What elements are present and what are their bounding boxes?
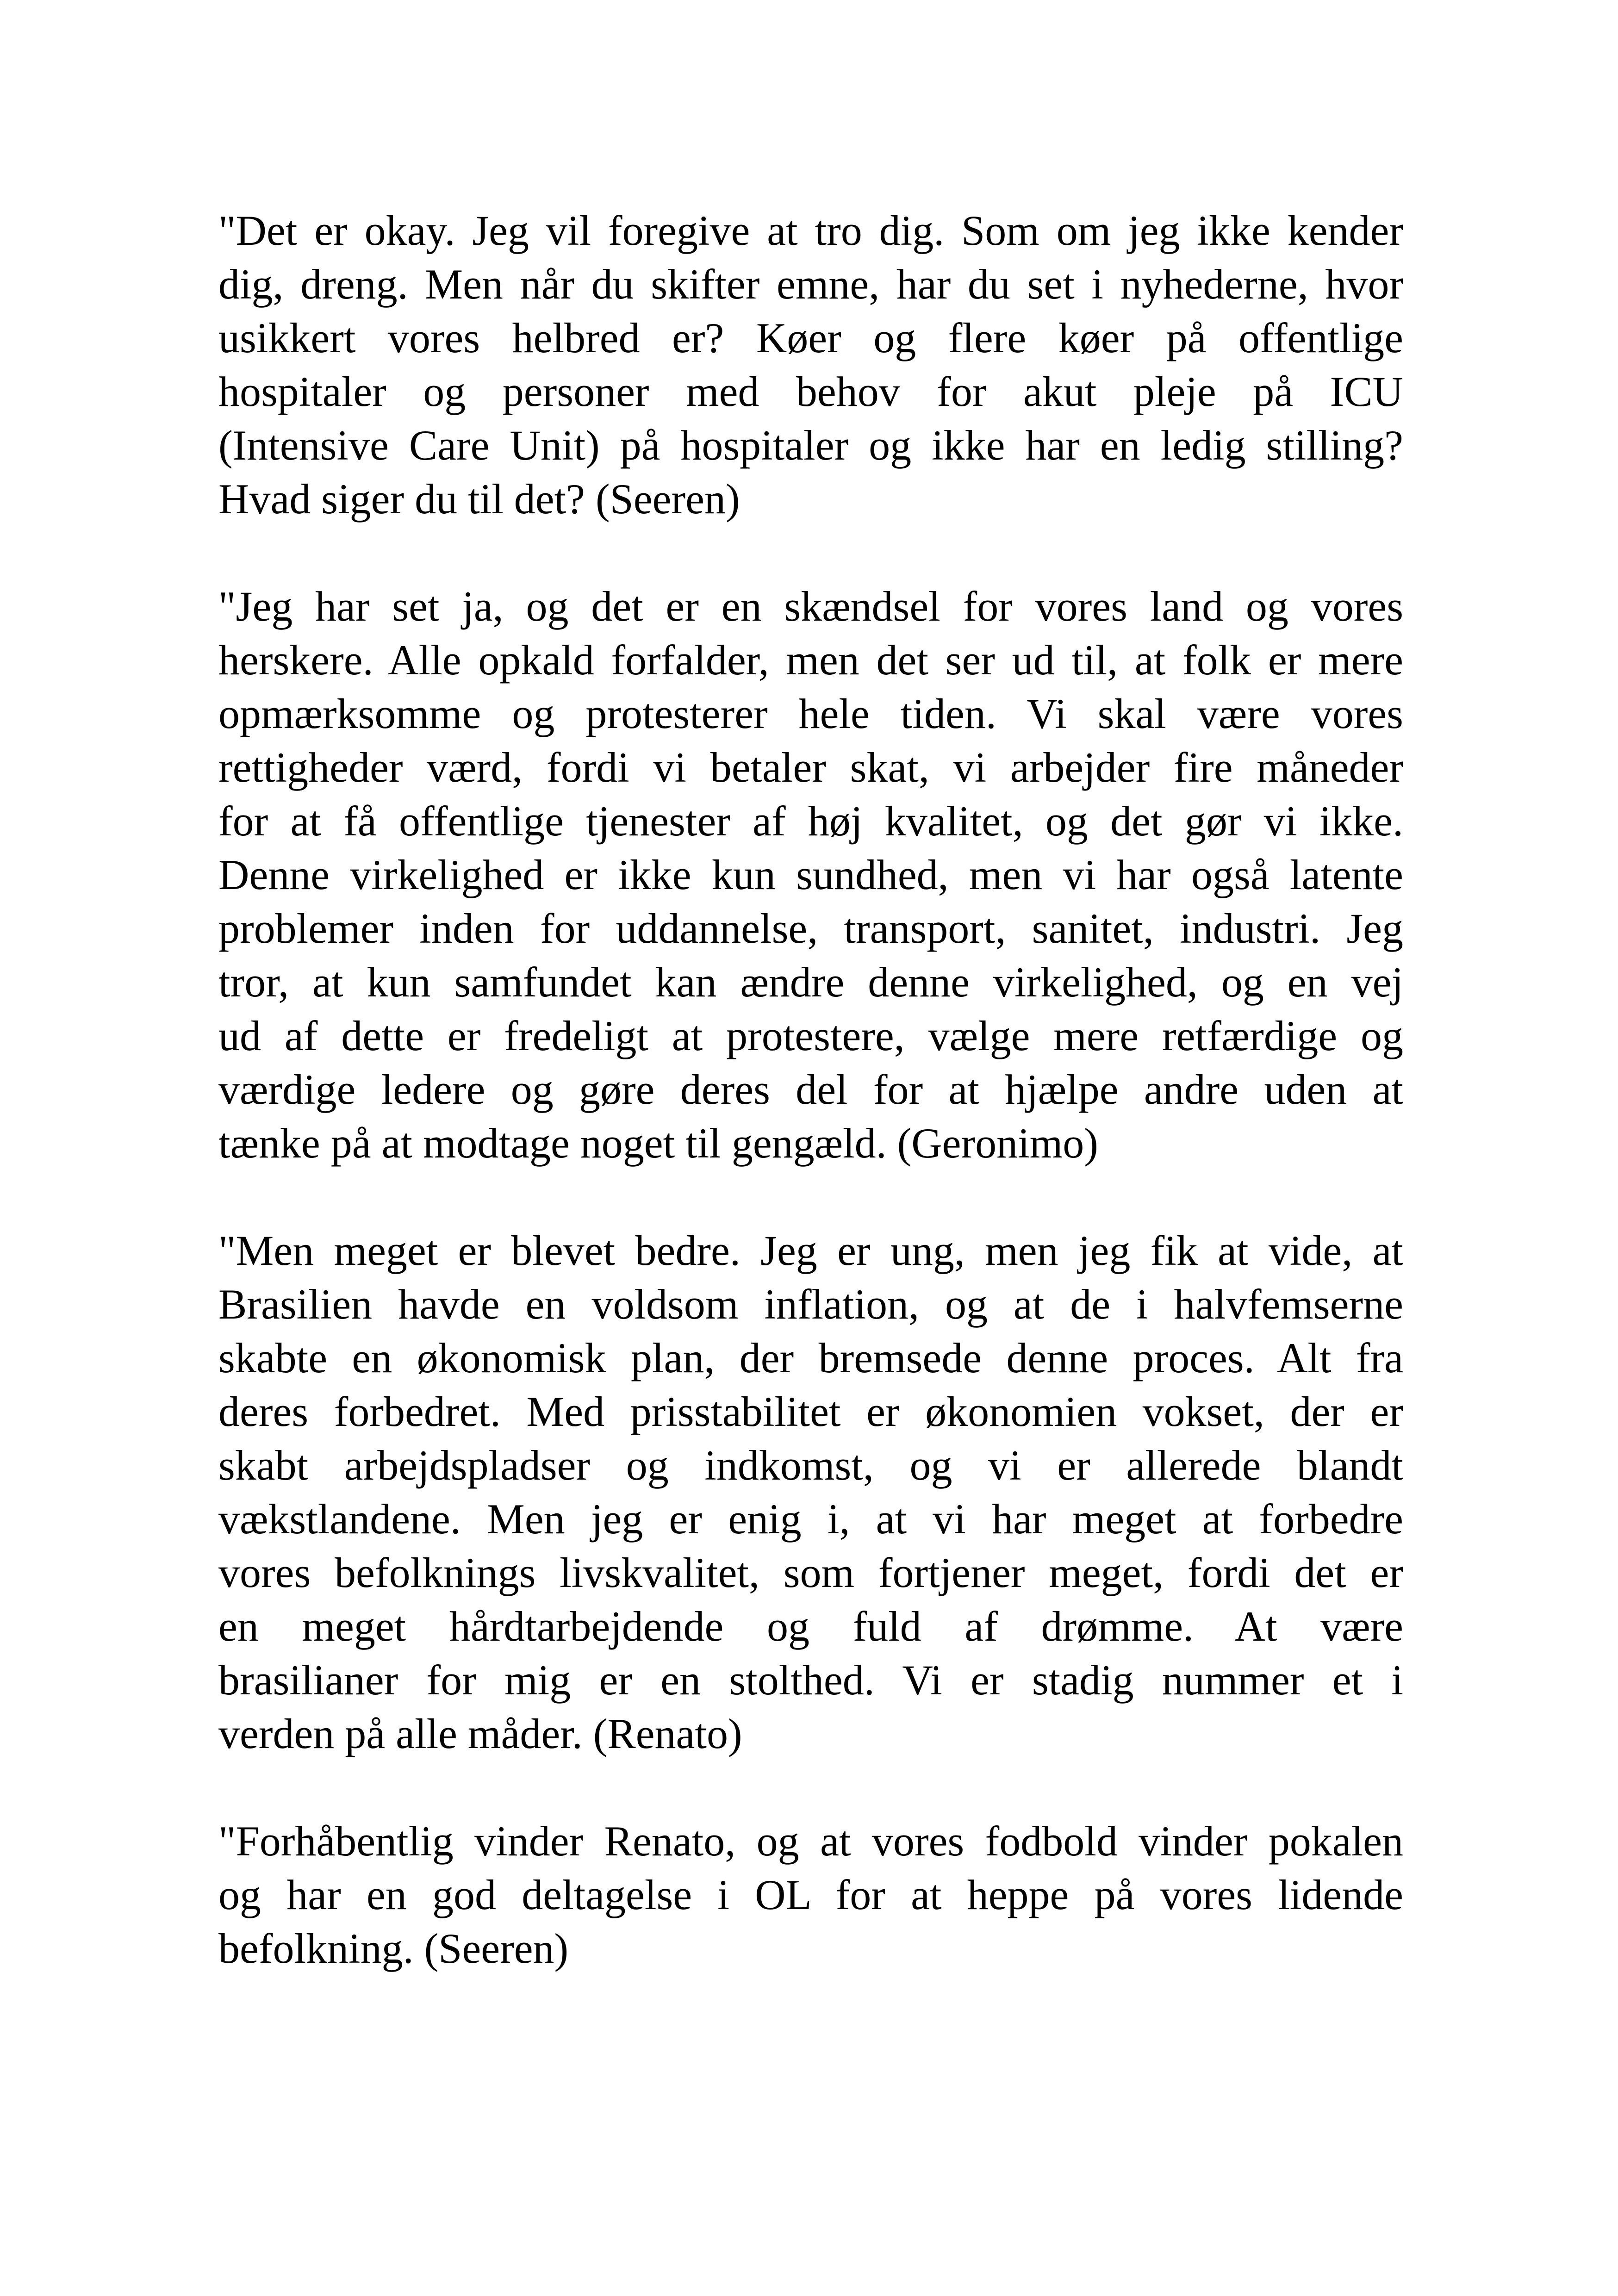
text-line: herskere. Alle opkald forfalder, men det ser ud til, at folk er mere (218, 636, 1403, 684)
text-line: "Men meget er blevet bedre. Jeg er ung, men jeg fik at vide, at (218, 1227, 1403, 1274)
text-line: dig, dreng. Men når du skifter emne, har du set i nyhederne, hvor (218, 261, 1403, 308)
paragraph-seeren-2 (218, 1814, 1403, 1975)
text-line: usikkert vores helbred er? Køer og flere køer på offentlige (218, 314, 1403, 361)
text-line: skabt arbejdspladser og indkomst, og vi er allerede blandt (218, 1442, 1403, 1489)
text-line: og har en god deltagelse i OL for at heppe på vores lidende (218, 1871, 1403, 1918)
text-line: Brasilien havde en voldsom inflation, og at de i halvfemserne (218, 1281, 1403, 1328)
text-line: brasilianer for mig er en stolthed. Vi er stadig nummer et i (218, 1656, 1403, 1704)
text-line: skabte en økonomisk plan, der bremsede denne proces. Alt fra (218, 1334, 1403, 1381)
text-line: hospitaler og personer med behov for akut pleje på ICU (218, 368, 1403, 415)
body-text (218, 204, 1403, 2029)
text-line: en meget hårdtarbejdende og fuld af drømme. At være (218, 1603, 1403, 1650)
text-line: vækstlandene. Men jeg er enig i, at vi har meget at forbedre (218, 1495, 1403, 1543)
text-line: "Det er okay. Jeg vil foregive at tro dig. Som om jeg ikke kender (218, 207, 1403, 254)
text-line: befolkning. (Seeren) (218, 1925, 569, 1972)
text-line: ud af dette er fredeligt at protestere, vælge mere retfærdige og (218, 1012, 1403, 1059)
text-line: tror, at kun samfundet kan ændre denne virkelighed, og en vej (218, 958, 1403, 1006)
text-line: rettigheder værd, fordi vi betaler skat, vi arbejder fire måneder (218, 744, 1403, 791)
text-line: værdige ledere og gøre deres del for at hjælpe andre uden at (218, 1066, 1403, 1113)
text-line: (Intensive Care Unit) på hospitaler og ikke har en ledig stilling? (218, 422, 1403, 469)
text-line: "Forhåbentlig vinder Renato, og at vores fodbold vinder pokalen (218, 1817, 1403, 1865)
text-line: for at få offentlige tjenester af høj kvalitet, og det gør vi ikke. (218, 797, 1403, 845)
text-line: Hvad siger du til det? (Seeren) (218, 475, 740, 523)
text-line: "Jeg har set ja, og det er en skændsel for vores land og vores (218, 583, 1403, 630)
text-line: deres forbedret. Med prisstabilitet er økonomien vokset, der er (218, 1388, 1403, 1435)
paragraph-seeren-1 (218, 204, 1403, 526)
text-line: opmærksomme og protesterer hele tiden. Vi skal være vores (218, 690, 1403, 737)
text-line: tænke på at modtage noget til gengæld. (Geronimo) (218, 1120, 1098, 1167)
text-line: Denne virkelighed er ikke kun sundhed, men vi har også latente (218, 851, 1403, 898)
paragraph-geronimo (218, 579, 1403, 1170)
text-line: vores befolknings livskvalitet, som fortjener meget, fordi det er (218, 1549, 1403, 1596)
text-line: verden på alle måder. (Renato) (218, 1710, 742, 1757)
paragraph-renato (218, 1224, 1403, 1761)
text-line: problemer inden for uddannelse, transport, sanitet, industri. Jeg (218, 905, 1403, 952)
